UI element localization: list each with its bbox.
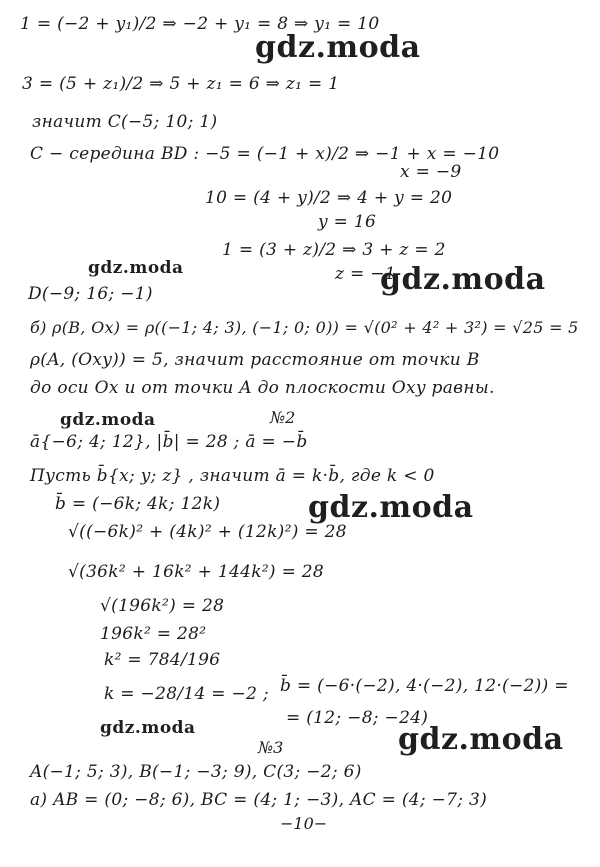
page-number: −10−: [280, 814, 328, 833]
solution-line: C − середина BD : −5 = (−1 + x)/2 ⇒ −1 + x = −10: [30, 144, 500, 164]
watermark-gdz-moda: gdz.moda: [255, 30, 421, 65]
solution-line: b̄ = (−6·(−2), 4·(−2), 12·(−2)) =: [280, 676, 569, 696]
solution-line: 196k² = 28²: [100, 624, 207, 644]
solution-line: ρ(A, (Oxy)) = 5, значит расстояние от точки B: [30, 350, 480, 370]
solution-line: √((−6k)² + (4k)² + (12k)²) = 28: [68, 522, 347, 542]
watermark-gdz-moda: gdz.moda: [308, 490, 474, 525]
solution-line: ā{−6; 4; 12}, |b̄| = 28 ; ā = −b̄: [30, 432, 308, 452]
watermark-gdz-moda: gdz.moda: [380, 262, 546, 297]
solution-line: A(−1; 5; 3), B(−1; −3; 9), C(3; −2; 6): [30, 762, 362, 782]
watermark-gdz-moda: gdz.moda: [60, 410, 156, 430]
solution-line: x = −9: [400, 162, 462, 182]
task-number: №3: [258, 738, 284, 757]
solution-line: Пусть b̄{x; y; z} , значит ā = k·b̄, где k < 0: [30, 466, 435, 486]
solution-line: 1 = (−2 + y₁)/2 ⇒ −2 + y₁ = 8 ⇒ y₁ = 10: [20, 14, 380, 34]
solution-line: а) AB = (0; −8; 6), BC = (4; 1; −3), AC = (4; −7; 3): [30, 790, 488, 810]
solution-line: k² = 784/196: [104, 650, 221, 670]
solution-line: k = −28/14 = −2 ;: [104, 684, 269, 704]
task-number: №2: [270, 408, 296, 427]
solution-line: 3 = (5 + z₁)/2 ⇒ 5 + z₁ = 6 ⇒ z₁ = 1: [22, 74, 340, 94]
solution-line: б) ρ(B, Ox) = ρ((−1; 4; 3), (−1; 0; 0)) = √(0² + 4² + 3²) = √25 = 5: [30, 318, 579, 337]
watermark-gdz-moda: gdz.moda: [88, 258, 184, 278]
watermark-gdz-moda: gdz.moda: [100, 718, 196, 738]
solution-line: √(36k² + 16k² + 144k²) = 28: [68, 562, 325, 582]
solution-line: 1 = (3 + z)/2 ⇒ 3 + z = 2: [222, 240, 446, 260]
solution-line: 10 = (4 + y)/2 ⇒ 4 + y = 20: [205, 188, 453, 208]
solution-line: D(−9; 16; −1): [28, 284, 153, 304]
solution-line: y = 16: [318, 212, 377, 232]
solution-line: до оси Ox и от точки A до плоскости Oxy равны.: [30, 378, 495, 398]
solution-line: b̄ = (−6k; 4k; 12k): [55, 494, 221, 514]
solution-line: √(196k²) = 28: [100, 596, 225, 616]
watermark-gdz-moda: gdz.moda: [398, 722, 564, 757]
solution-line: значит C(−5; 10; 1): [32, 112, 218, 132]
solution-line: = (12; −8; −24): [286, 708, 429, 728]
solution-line: z = −1: [335, 264, 396, 284]
